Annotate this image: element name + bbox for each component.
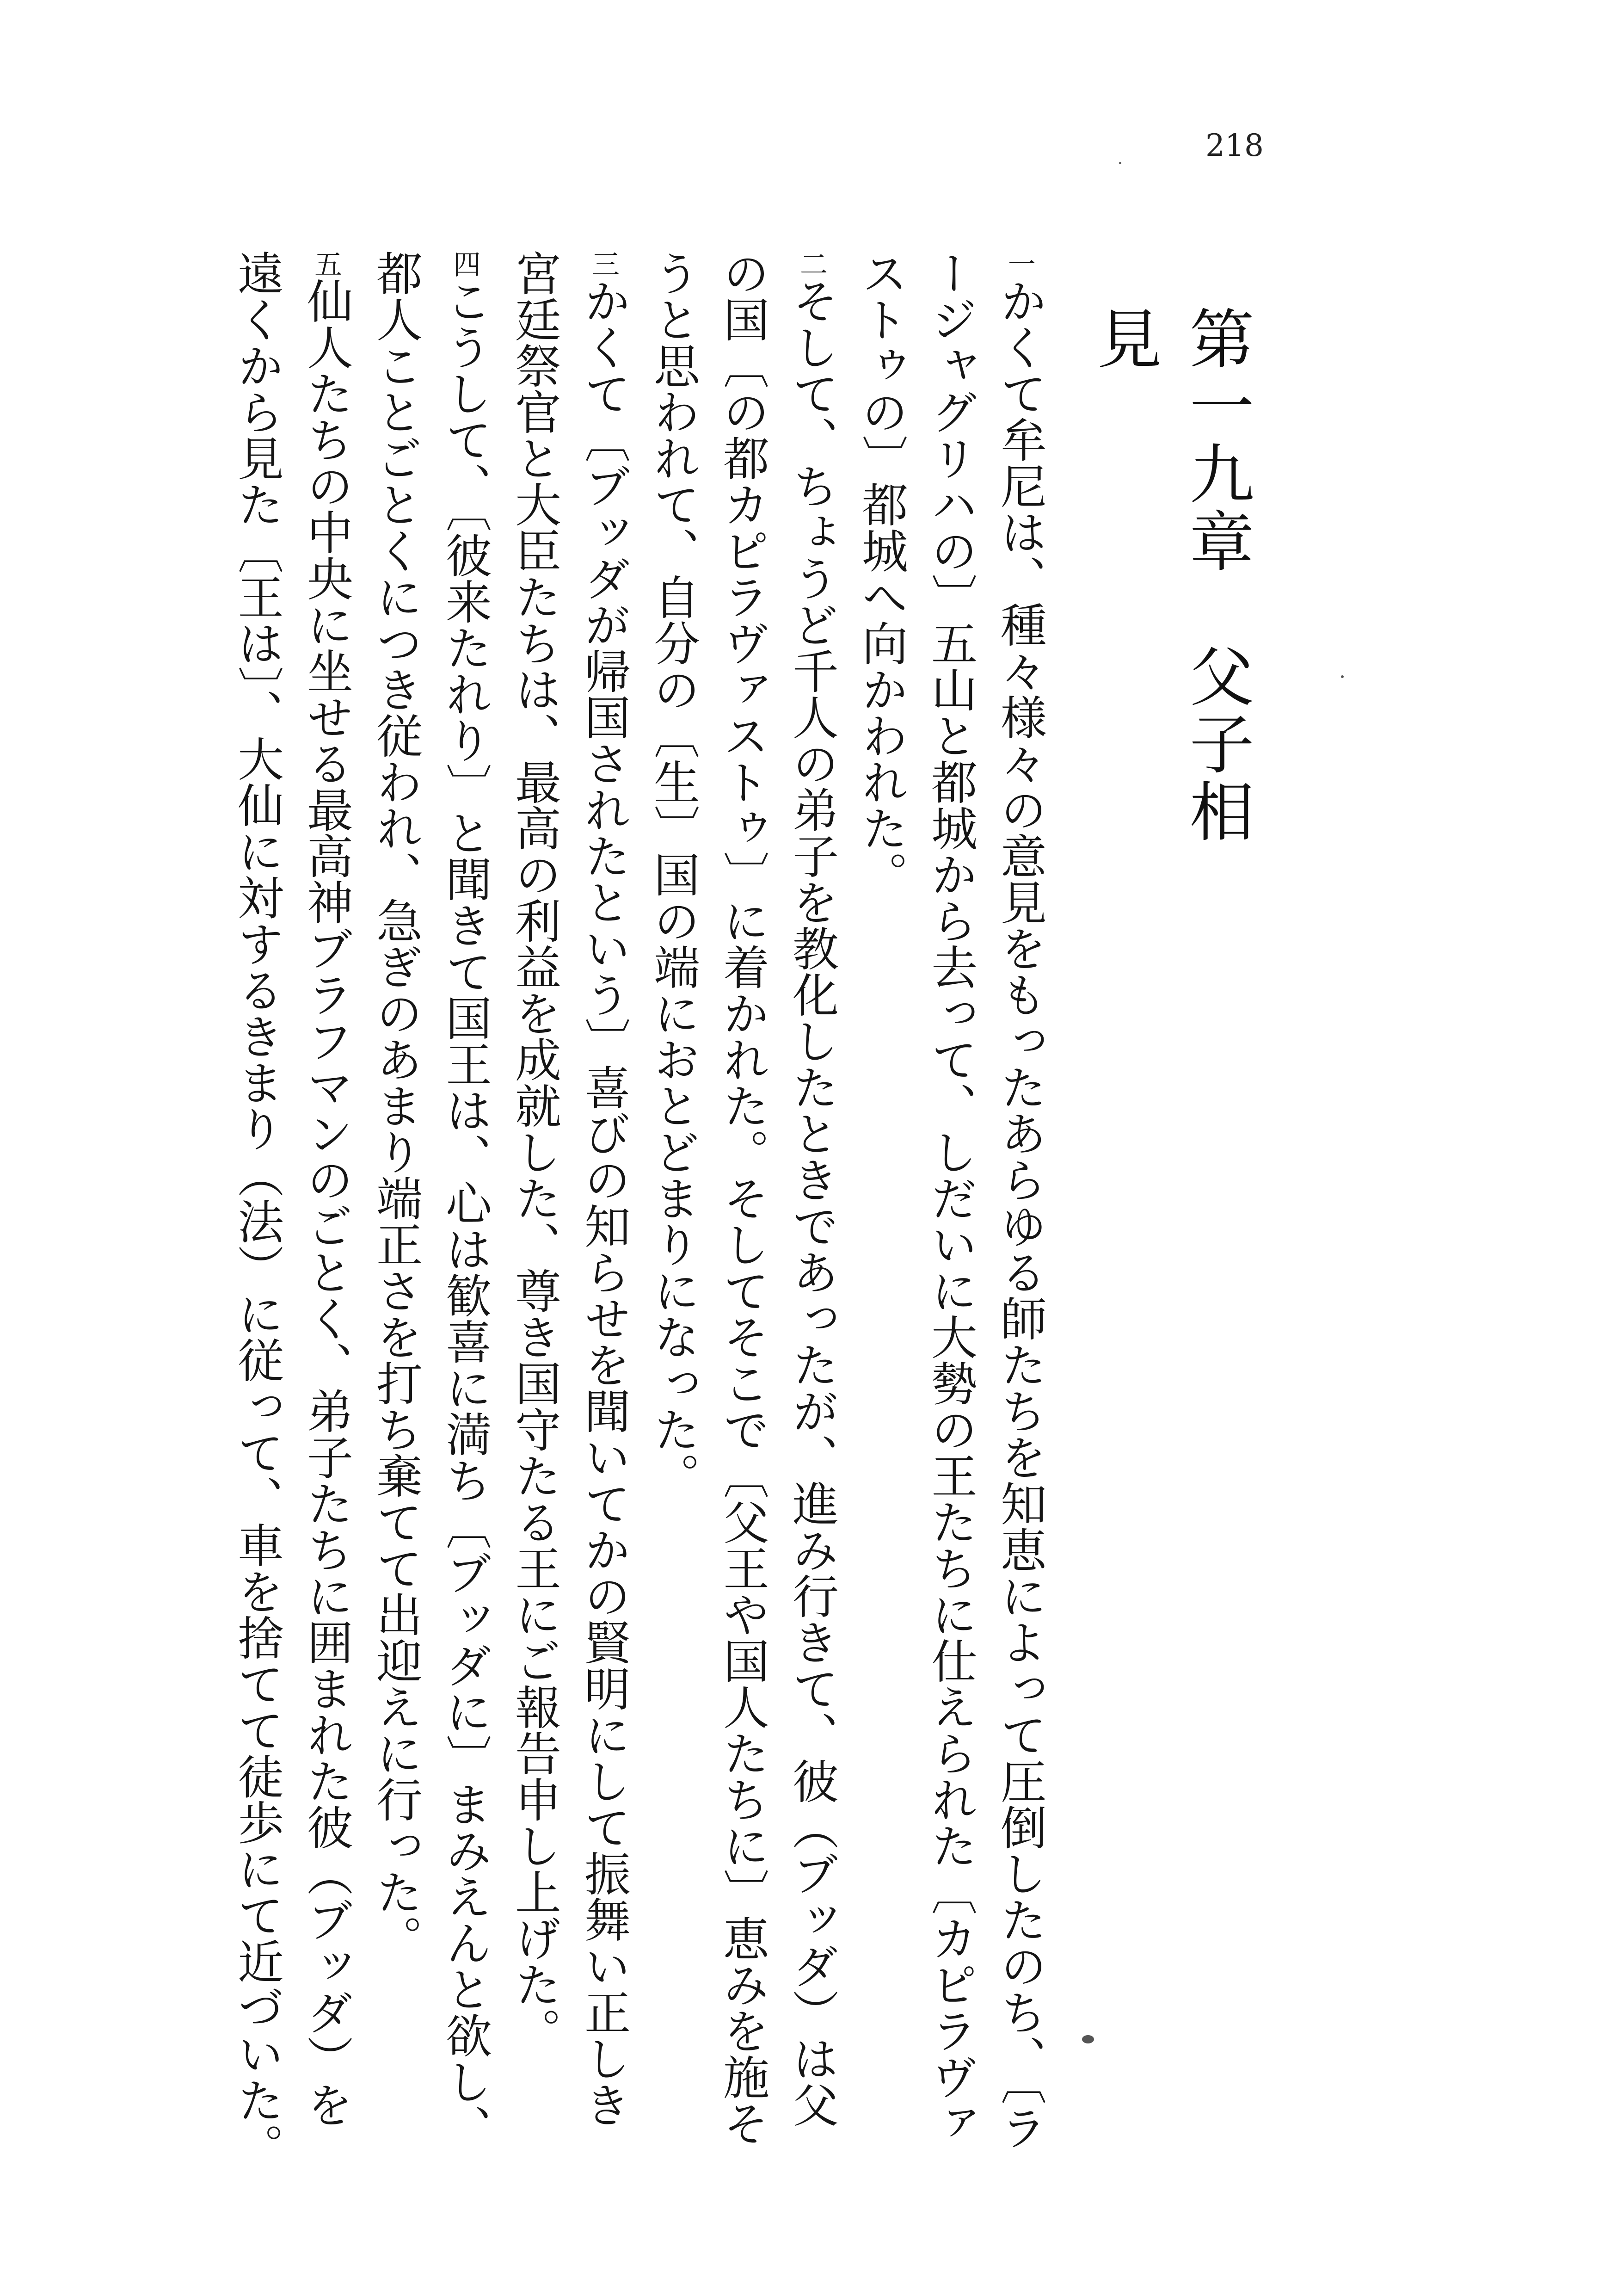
paragraph xyxy=(361,250,499,2169)
page-number: 218 xyxy=(1205,128,1264,163)
paragraph xyxy=(846,250,1054,2169)
paragraph xyxy=(638,250,846,2169)
scan-speck xyxy=(1082,2035,1094,2043)
paragraph-text: 仙人たちの中央に坐せる最高神ブラフマンのごとく、弟子たちに囲まれた彼（ブッダ）を遠くから見た〔王は〕、大仙に対するきまり（法）に従って、車を捨てて徒歩にて近づいた。 xyxy=(230,250,353,2169)
paragraph-text: こうして、〔彼来たれり〕と聞きて国王は、心は歓喜に満ち〔ブッダに〕まみえんと欲し、都人ことごとくにつき従われ、急ぎのあまり端正さを打ち棄てて出迎えに行った。 xyxy=(369,250,492,2151)
scan-speck xyxy=(1341,675,1344,678)
scan-speck xyxy=(1119,162,1121,164)
paragraph xyxy=(499,250,638,2169)
paragraph-text: かくて牟尼は、種々様々の意見をもったあらゆる師たちを知恵によって圧倒したのち、〔ラージャグリハの〕五山と都城から去って、しだいに大勢の王たちに仕えられた〔カピラヴァストゥの〕都城へ向かわれた。 xyxy=(854,250,1047,2151)
paragraph-text: そして、ちょうど千人の弟子を教化したときであったが、進み行きて、彼（ブッダ）は父の国〔の都カピラヴァストゥ〕に着かれた。そしてそこで〔父王や国人たちに〕恵みを施そうと思われて、自分の〔生〕国の端におとどまりになった。 xyxy=(646,250,839,2146)
paragraph-number: 一 xyxy=(1003,250,1036,278)
paragraph-number: 五 xyxy=(310,250,342,278)
paragraph xyxy=(222,250,361,2169)
paragraph-number: 四 xyxy=(449,250,481,278)
chapter-title: 第一九章 父子相見 xyxy=(1086,305,1254,846)
body-text xyxy=(102,250,1054,2169)
paragraph-text: かくて〔ブッダが帰国されたという〕喜びの知らせを聞いてかの賢明にして振舞い正しき宮廷祭官と大臣たちは、最高の利益を成就した、尊き国守たる王にご報告申し上げた。 xyxy=(507,250,631,2128)
paragraph-number: 三 xyxy=(587,250,620,278)
paragraph-number: 二 xyxy=(795,250,828,278)
